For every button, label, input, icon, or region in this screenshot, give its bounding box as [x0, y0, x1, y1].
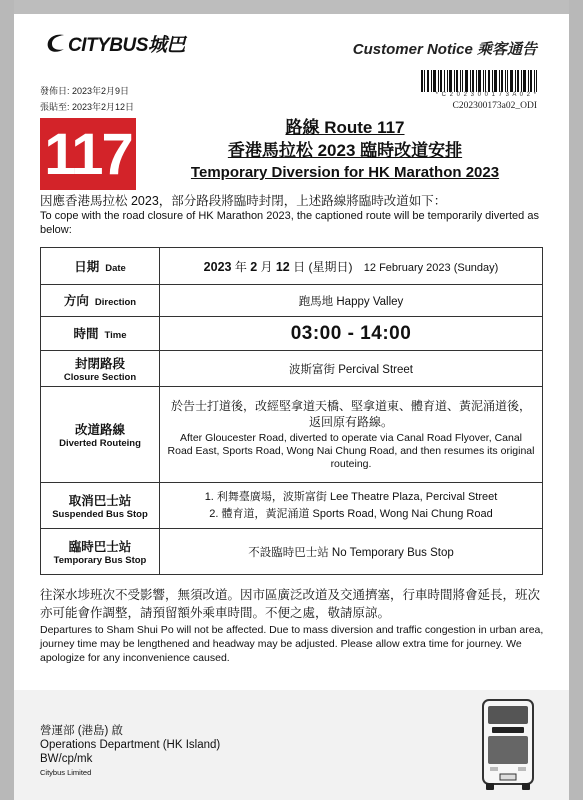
document-code: C202300173a02_ODI — [452, 101, 537, 111]
time-label-en: Time — [104, 330, 127, 341]
table-row-temporary — [41, 529, 543, 575]
time-value: 03:00 - 14:00 — [160, 317, 543, 351]
date-label — [41, 248, 160, 285]
reference-code: BW/cp/mk — [40, 753, 93, 765]
logo-text: CITYBUS城巴 — [68, 34, 185, 56]
suspended-stop-2: 2. 體育道，黃泥涌道 Sports Road, Wong Nai Chung Road — [209, 507, 493, 520]
table-row-date — [41, 248, 543, 285]
direction-label — [41, 285, 160, 317]
time-label-zh: 時間 — [73, 327, 99, 341]
table-row-suspended — [41, 483, 543, 529]
route-title: 路線 Route 117 — [285, 118, 405, 137]
suspended-label — [41, 483, 160, 529]
diversion-details-table — [40, 247, 543, 575]
barcode — [421, 70, 537, 92]
date-day-unit: 日 — [293, 259, 306, 274]
table-row-time — [41, 317, 543, 351]
temporary-label-zh: 臨時巴士站 — [68, 540, 132, 554]
remarks-zh: 往深水埗班次不受影響，無須改道。因市區廣泛改道及交通擠塞，行車時間將會延長，班次亦可能會作調整，請預留額外乘車時間。不便之處，敬請原諒。 — [40, 588, 541, 620]
diversion-title-en: Temporary Diversion for HK Marathon 2023 — [190, 164, 500, 181]
department-zh: 營運部 (港島) 啟 — [40, 725, 124, 737]
route-number-badge: 117 — [40, 118, 136, 190]
date-weekday-zh: (星期日) — [308, 259, 353, 274]
notice-title: Customer Notice 乘客通告 — [352, 41, 537, 58]
top-border — [14, 0, 569, 14]
closure-label-en: Closure Section — [63, 372, 137, 383]
company-name: Citybus Limited — [40, 768, 92, 777]
citybus-logo — [44, 30, 185, 56]
closure-label-zh: 封閉路段 — [74, 357, 125, 371]
department-en: Operations Department (HK Island) — [40, 739, 221, 751]
date-label-en: Date — [105, 262, 126, 274]
date-month: 2 — [250, 259, 258, 274]
suspended-value — [160, 483, 543, 529]
remarks-en: Departures to Sham Shui Po will not be affected. Due to mass diversion and traffic congestion in urban area, journey time may be lengthened and headway may be adjusted. Please allow extra time for journey. We apologize for any inconvenience caused. — [40, 624, 544, 664]
issue-date: 發佈日: 2023年2月9日 — [40, 86, 130, 96]
suspended-label-en: Suspended Bus Stop — [52, 509, 148, 520]
date-month-unit: 月 — [260, 259, 273, 274]
intro-zh: 因應香港馬拉松 2023，部分路段將臨時封閉，上述路線將臨時改道如下： — [40, 194, 447, 208]
suspended-label-zh: 取消巴士站 — [68, 494, 132, 508]
direction-label-zh: 方向 — [63, 294, 89, 308]
table-row-routeing — [41, 387, 543, 483]
diversion-title-zh: 香港馬拉松 2023 臨時改道安排 — [227, 141, 463, 160]
routeing-value — [160, 387, 543, 483]
routeing-en: After Gloucester Road, diverted to operate via Canal Road Flyover, Canal Road East, Sports Road, Wong Nai Chung Road, and then resumes its original routeing. — [167, 432, 535, 470]
date-year: 2023 — [203, 259, 232, 274]
right-border — [569, 0, 583, 800]
date-label-zh: 日期 — [74, 259, 100, 274]
title-block — [150, 117, 540, 183]
temporary-label-en: Temporary Bus Stop — [53, 555, 147, 566]
direction-label-en: Direction — [94, 297, 137, 308]
table-row-closure — [41, 351, 543, 387]
routeing-label — [41, 387, 160, 483]
citybus-swoosh-icon — [44, 31, 68, 55]
closure-label — [41, 351, 160, 387]
direction-value: 跑馬地 Happy Valley — [160, 285, 543, 317]
routeing-label-zh: 改道路線 — [74, 423, 125, 437]
signature-block — [40, 724, 220, 780]
closure-value: 波斯富街 Percival Street — [160, 351, 543, 387]
left-border — [0, 0, 14, 800]
suspended-stop-1: 1. 利舞臺廣場，波斯富街 Lee Theatre Plaza, Percival Street — [204, 490, 498, 503]
double-decker-bus-icon — [480, 696, 536, 792]
routeing-zh: 於告士打道後，改經堅拿道天橋、堅拿道東、體育道、黃泥涌道後，返回原有路線。 — [170, 399, 531, 429]
temporary-value: 不設臨時巴士站 No Temporary Bus Stop — [160, 529, 543, 575]
date-day: 12 — [275, 259, 290, 274]
date-value — [160, 248, 543, 285]
table-row-direction — [41, 285, 543, 317]
temporary-label — [41, 529, 160, 575]
time-label — [41, 317, 160, 351]
intro-en: To cope with the road closure of HK Marathon 2023, the captioned route will be temporarily diverted as below: — [40, 210, 539, 236]
post-date: 張貼至: 2023年2月12日 — [40, 102, 135, 112]
date-year-unit: 年 — [234, 259, 247, 274]
barcode-caption: * C 2 0 2 3 0 0 1 7 3 A 0 2 * — [435, 92, 537, 98]
routeing-label-en: Diverted Routeing — [59, 438, 141, 449]
date-en: 12 February 2023 (Sunday) — [363, 261, 499, 274]
